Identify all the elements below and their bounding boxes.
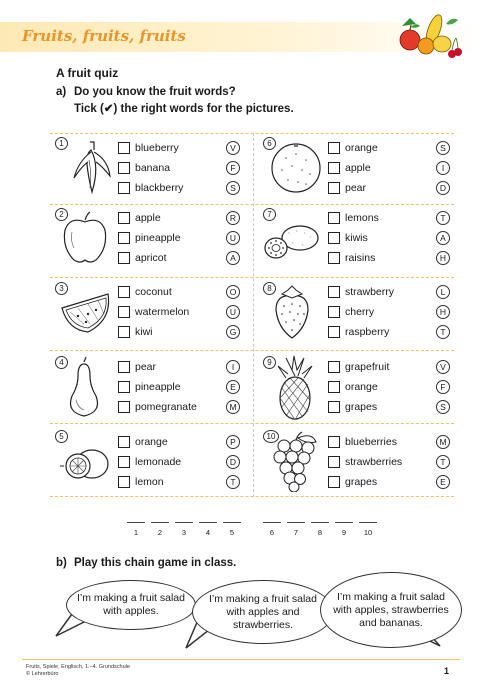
option-word: strawberry: [345, 286, 395, 298]
option-checkbox[interactable]: [328, 476, 340, 488]
grid-divider-vertical: [253, 133, 254, 497]
grid-divider: [50, 423, 454, 424]
option-word: cherry: [345, 306, 375, 318]
option-word: blueberries: [345, 436, 397, 448]
task-a-label: a): [56, 86, 67, 98]
option-checkbox[interactable]: [118, 401, 130, 413]
option-word: pineapple: [135, 232, 181, 244]
option-letter: V: [436, 360, 450, 374]
option-checkbox[interactable]: [328, 286, 340, 298]
option-word: coconut: [135, 286, 172, 298]
option-word: grapefruit: [345, 361, 390, 373]
option-word: apple: [345, 162, 371, 174]
option-checkbox[interactable]: [328, 361, 340, 373]
option-row: [118, 304, 240, 320]
option-word: blackberry: [135, 182, 184, 194]
option-word: pear: [135, 361, 157, 373]
option-row: [118, 434, 240, 450]
option-letter: U: [226, 231, 240, 245]
option-letter: T: [436, 211, 450, 225]
option-letter: E: [226, 380, 240, 394]
item-number: 3: [55, 282, 68, 295]
option-checkbox[interactable]: [328, 326, 340, 338]
option-row: [118, 359, 240, 375]
lemon-picture: [58, 440, 112, 490]
answer-blank[interactable]: [335, 522, 353, 523]
apple-picture: [60, 210, 110, 266]
option-checkbox[interactable]: [118, 326, 130, 338]
answer-number: 7: [293, 528, 299, 537]
option-letter: U: [226, 305, 240, 319]
option-row: [118, 284, 240, 300]
option-word: grapes: [345, 401, 378, 413]
option-row: [118, 230, 240, 246]
option-checkbox[interactable]: [328, 381, 340, 393]
pear-picture: [64, 356, 104, 420]
answer-blank[interactable]: [127, 522, 145, 523]
option-checkbox[interactable]: [328, 232, 340, 244]
option-checkbox[interactable]: [328, 182, 340, 194]
item-number: 1: [55, 137, 68, 150]
option-word: lemonade: [135, 456, 182, 468]
quiz-heading: A fruit quiz: [56, 66, 119, 80]
speech-bubble-text: I’m making a fruit salad with apples.: [77, 592, 185, 617]
speech-bubble: [66, 580, 196, 630]
answer-number: 1: [133, 528, 139, 537]
option-row: [328, 359, 450, 375]
option-word: strawberries: [345, 456, 403, 468]
option-row: [328, 284, 450, 300]
option-word: apple: [135, 212, 161, 224]
item-number: 4: [55, 356, 68, 369]
item-number: 9: [263, 356, 276, 369]
option-word: raspberry: [345, 326, 390, 338]
option-letter: D: [226, 455, 240, 469]
banana-picture: [70, 136, 114, 198]
item-number: 2: [55, 208, 68, 221]
answer-blank[interactable]: [175, 522, 193, 523]
option-row: [328, 454, 450, 470]
option-letter: R: [226, 211, 240, 225]
option-row: [328, 324, 450, 340]
option-letter: P: [226, 435, 240, 449]
option-word: lemons: [345, 212, 379, 224]
option-checkbox[interactable]: [328, 252, 340, 264]
speech-bubble-text: I’m making a fruit salad with apples, strawberries and bananas.: [333, 590, 449, 629]
option-checkbox[interactable]: [118, 212, 130, 224]
item-number: 6: [263, 137, 276, 150]
option-checkbox[interactable]: [328, 456, 340, 468]
option-checkbox[interactable]: [118, 306, 130, 318]
option-row: [118, 399, 240, 415]
item-number: 7: [263, 208, 276, 221]
grapes-picture: [272, 430, 322, 492]
answer-number: 6: [269, 528, 275, 537]
option-checkbox[interactable]: [328, 142, 340, 154]
option-letter: H: [436, 251, 450, 265]
option-letter: O: [226, 285, 240, 299]
option-checkbox[interactable]: [118, 232, 130, 244]
grid-divider: [50, 204, 454, 205]
option-letter: H: [436, 305, 450, 319]
page-title: Fruits, fruits, fruits: [22, 27, 186, 45]
option-word: blueberry: [135, 142, 179, 154]
option-letter: L: [436, 285, 450, 299]
answer-number: 2: [157, 528, 163, 537]
option-word: pineapple: [135, 381, 181, 393]
grid-divider: [50, 277, 454, 278]
option-word: watermelon: [135, 306, 190, 318]
option-letter: V: [226, 141, 240, 155]
footer-line1: Fruits, Spiele, Englisch, 1.–4. Grundschule: [26, 664, 130, 670]
task-a-line2: Tick (✔) the right words for the pictures.: [74, 103, 294, 115]
option-row: [328, 434, 450, 450]
option-word: kiwis: [345, 232, 368, 244]
task-a-instructions: [56, 84, 294, 118]
fruit-basket-icon: [396, 10, 462, 62]
option-row: [328, 140, 450, 156]
option-checkbox[interactable]: [118, 162, 130, 174]
option-word: raisins: [345, 252, 376, 264]
option-letter: A: [226, 251, 240, 265]
option-row: [118, 324, 240, 340]
option-checkbox[interactable]: [118, 361, 130, 373]
option-letter: T: [436, 455, 450, 469]
option-word: orange: [345, 381, 378, 393]
option-row: [328, 399, 450, 415]
answer-blank[interactable]: [311, 522, 329, 523]
option-row: [118, 210, 240, 226]
option-checkbox[interactable]: [118, 252, 130, 264]
option-row: [118, 140, 240, 156]
option-word: pear: [345, 182, 367, 194]
option-row: [328, 250, 450, 266]
option-checkbox[interactable]: [328, 436, 340, 448]
option-letter: S: [436, 400, 450, 414]
option-checkbox[interactable]: [328, 212, 340, 224]
option-row: [328, 180, 450, 196]
task-b-label: b): [56, 557, 67, 569]
option-letter: I: [436, 161, 450, 175]
option-word: lemon: [135, 476, 164, 488]
task-b-text: Play this chain game in class.: [74, 557, 237, 569]
option-letter: G: [226, 325, 240, 339]
option-word: grapes: [345, 476, 378, 488]
answer-number: 4: [205, 528, 211, 537]
option-letter: E: [436, 475, 450, 489]
option-word: banana: [135, 162, 171, 174]
option-row: [328, 379, 450, 395]
option-letter: D: [436, 181, 450, 195]
option-checkbox[interactable]: [118, 476, 130, 488]
grid-divider: [50, 133, 454, 134]
option-letter: S: [436, 141, 450, 155]
speech-bubble: [320, 572, 462, 648]
orange-picture: [268, 140, 324, 196]
option-word: apricot: [135, 252, 167, 264]
option-row: [118, 160, 240, 176]
task-b-instructions: [56, 557, 236, 569]
option-row: [118, 454, 240, 470]
option-checkbox[interactable]: [118, 286, 130, 298]
option-letter: F: [226, 161, 240, 175]
option-checkbox[interactable]: [118, 182, 130, 194]
option-letter: S: [226, 181, 240, 195]
watermelon-picture: [58, 290, 114, 338]
item-number: 8: [263, 282, 276, 295]
answer-number: 3: [181, 528, 187, 537]
answer-number: 9: [341, 528, 347, 537]
answer-blank[interactable]: [223, 522, 241, 523]
answer-blanks: [0, 522, 480, 542]
option-word: kiwi: [135, 326, 153, 338]
answer-blank[interactable]: [151, 522, 169, 523]
option-row: [328, 210, 450, 226]
speech-bubble-text: I’m making a fruit salad with apples and strawberries.: [209, 592, 317, 631]
footer-credit: [26, 664, 130, 678]
option-word: pomegranate: [135, 401, 197, 413]
option-row: [118, 180, 240, 196]
kiwis-picture: [262, 220, 322, 264]
option-row: [328, 304, 450, 320]
answer-number: 10: [363, 528, 373, 537]
option-letter: T: [226, 475, 240, 489]
option-row: [328, 230, 450, 246]
answer-blank[interactable]: [287, 522, 305, 523]
option-row: [118, 379, 240, 395]
option-letter: T: [436, 325, 450, 339]
answer-blank[interactable]: [359, 522, 377, 523]
option-checkbox[interactable]: [328, 306, 340, 318]
option-word: orange: [135, 436, 168, 448]
item-number: 10: [263, 430, 279, 443]
answer-blank[interactable]: [263, 522, 281, 523]
answer-number: 5: [229, 528, 235, 537]
option-letter: F: [436, 380, 450, 394]
answer-blank[interactable]: [199, 522, 217, 523]
footer-divider: [22, 659, 460, 660]
pineapple-picture: [272, 354, 318, 422]
option-checkbox[interactable]: [118, 456, 130, 468]
option-checkbox[interactable]: [328, 401, 340, 413]
option-letter: A: [436, 231, 450, 245]
option-checkbox[interactable]: [118, 381, 130, 393]
option-letter: M: [226, 400, 240, 414]
footer-line2: © Lehrerbüro: [26, 671, 59, 677]
option-row: [118, 474, 240, 490]
option-row: [328, 160, 450, 176]
option-row: [118, 250, 240, 266]
option-checkbox[interactable]: [328, 162, 340, 174]
option-letter: M: [436, 435, 450, 449]
answer-number: 8: [317, 528, 323, 537]
option-word: orange: [345, 142, 378, 154]
task-a-line1: Do you know the fruit words?: [74, 86, 236, 98]
grid-divider: [50, 350, 454, 351]
option-letter: I: [226, 360, 240, 374]
grid-divider: [50, 496, 454, 497]
option-row: [328, 474, 450, 490]
option-checkbox[interactable]: [118, 142, 130, 154]
strawberry-picture: [270, 284, 314, 342]
speech-bubble: [192, 580, 334, 644]
item-number: 5: [55, 430, 68, 443]
option-checkbox[interactable]: [118, 436, 130, 448]
page-number: 1: [444, 666, 450, 676]
